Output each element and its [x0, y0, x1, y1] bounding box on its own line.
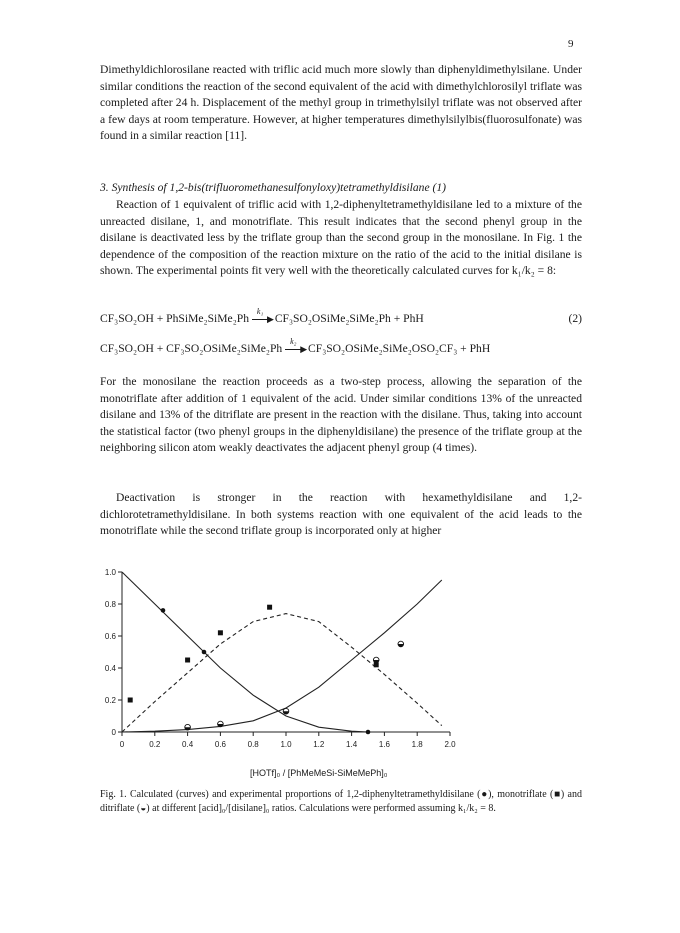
x-tick-label: 0.4 — [182, 740, 194, 749]
disilane-point — [366, 730, 371, 735]
page-number: 9 — [568, 38, 574, 50]
equation-2-left: CF₃SO₂OH + CF₃SO₂OSiMe₂SiMe₂Ph — [100, 342, 283, 355]
disilane-point — [161, 608, 166, 613]
figure-1-chart — [100, 560, 480, 760]
ditriflate-point — [218, 721, 224, 727]
x-tick-label: 0.2 — [149, 740, 161, 749]
equation-1-left: CF₃SO₂OH + PhSiMe₂SiMe₂Ph — [100, 312, 249, 325]
paragraph-4 — [100, 490, 582, 540]
equation-number: (2) — [568, 312, 582, 325]
paragraph-4-text: Deactivation is stronger in the reaction with hexamethyldisilane and 1,2-dichlorotetramethyldisilane. In both systems reaction with one equivalent of the acid leads to the monotriflate while the second triflate group is incorporated only at higher — [100, 491, 582, 538]
x-tick-label: 1.0 — [280, 740, 292, 749]
reaction-arrow-icon: k₁ ▶ — [252, 318, 272, 320]
ditriflate-point — [398, 641, 404, 647]
monotriflate-point — [185, 658, 190, 663]
x-tick-label: 1.2 — [313, 740, 325, 749]
disilane-point — [202, 650, 207, 655]
disilane-curve — [122, 572, 368, 732]
x-tick-label: 0.6 — [214, 740, 226, 749]
equation-2 — [100, 337, 582, 355]
y-tick-label: 0 — [111, 728, 116, 737]
x-tick-label: 0 — [119, 740, 125, 749]
paragraph-2-text: Reaction of 1 equivalent of triflic acid with 1,2-diphenyltetramethyldisilane led to a mixture of the unreacted disilane, 1, and monotriflate. This result indicates that the second phenyl group in the disilane is deactivated less by the triflate group than the second group in the monosilane. In Fig. 1 the dependence of the composition of the reaction mixture on the ratio of the acid to the initial disilane is shown. The experimental points fit very well with the theoretically calculated curves for k₁/k₂ = 8: — [100, 198, 582, 278]
monotriflate-point — [267, 605, 272, 610]
x-tick-label: 2.0 — [444, 740, 456, 749]
paragraph-3 — [100, 374, 582, 457]
section-heading: 3. Synthesis of 1,2-bis(trifluoromethanesulfonyloxy)tetramethyldisilane (1) — [100, 181, 447, 194]
y-tick-label: 0.6 — [104, 632, 116, 641]
ditriflate-point — [373, 657, 379, 663]
paragraph-2 — [100, 197, 582, 280]
y-tick-label: 0.8 — [104, 600, 116, 609]
monotriflate-point — [128, 698, 133, 703]
x-tick-label: 0.8 — [247, 740, 259, 749]
ditriflate-point — [283, 708, 289, 714]
ditriflate-curve — [122, 580, 442, 732]
x-tick-label: 1.6 — [378, 740, 390, 749]
monotriflate-curve — [122, 614, 442, 732]
rate-constant-label: k₁ — [256, 307, 264, 317]
paragraph-1 — [100, 62, 582, 145]
reaction-arrow-icon: k₂ ▶ — [285, 348, 305, 350]
equation-1-right: CF₃SO₂OSiMe₂SiMe₂Ph + PhH — [274, 312, 424, 325]
equation-1 — [100, 307, 582, 325]
y-tick-label: 1.0 — [104, 568, 116, 577]
rate-constant-label: k₂ — [290, 337, 297, 347]
monotriflate-point — [218, 630, 223, 635]
paragraph-1-text: Dimethyldichlorosilane reacted with triflic acid much more slowly than diphenyldimethylsilane. Under similar conditions the reaction of the second equivalent of the acid with dimethylchlorosilyl triflate was completed after 24 h. Displacement of the methyl group in trimethylsilyl triflate was not observed after a few days at room temperature. However, at higher temperatures dimethylsilylbis(fluorosulfonate) was found in a similar reaction [11]. — [100, 63, 582, 143]
figure-caption: Fig. 1. Calculated (curves) and experimental proportions of 1,2-diphenyltetramethyldisilane (●), monotriflate (■) and ditriflate (◒) at different [acid]₀/[disilane]₀ ratios. Calculations were performed assuming k₁/k₂ = 8. — [100, 789, 582, 814]
paragraph-3-text: For the monosilane the reaction proceeds as a two-step process, allowing the separation of the monotriflate after addition of 1 equivalent of the acid. Under similar conditions 13% of the unreacted disilane and 13% of the ditriflate are present in the reaction with the disilane. Thus, taking into account the statistical factor (two phenyl groups in the diphenyldisilane) the presence of the triflate group at the neighboring silicon atom weakly deactivates the adjacent phenyl group (4 times). — [100, 375, 582, 455]
x-tick-label: 1.8 — [411, 740, 423, 749]
x-tick-label: 1.4 — [346, 740, 358, 749]
y-tick-label: 0.2 — [104, 696, 116, 705]
equation-2-right: CF₃SO₂OSiMe₂SiMe₂OSO₂CF₃ + PhH — [308, 342, 491, 355]
x-axis-label: [HOTf]₀ / [PhMeMeSi-SiMeMePh]₀ — [250, 768, 388, 778]
ditriflate-point — [185, 724, 191, 730]
y-tick-label: 0.4 — [104, 664, 116, 673]
